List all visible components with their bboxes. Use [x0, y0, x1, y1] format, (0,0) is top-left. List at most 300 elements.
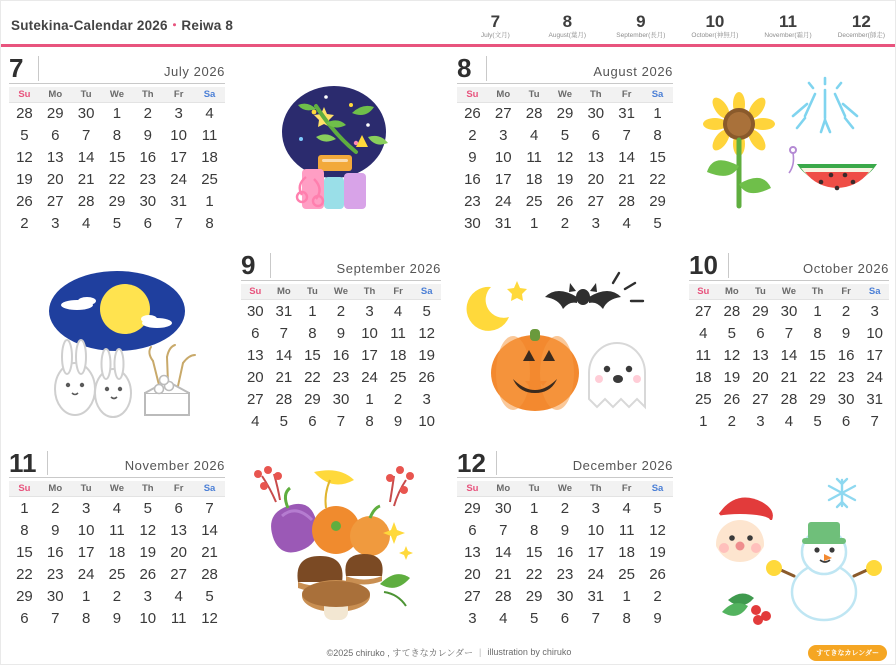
day-cell-outside: 1 [205, 193, 214, 211]
day-cell-outside: 5 [653, 215, 662, 233]
day-cell[interactable]: 20 [464, 565, 481, 583]
day-cell[interactable]: 22 [304, 368, 321, 386]
week-row [689, 388, 889, 410]
day-cell[interactable]: 13 [752, 346, 769, 364]
weekday-tu: Tu [519, 87, 550, 103]
month-nav-item-12[interactable] [838, 13, 885, 40]
weekday-th: Th [132, 481, 163, 497]
week-row [457, 519, 673, 541]
day-cell-outside: 30 [246, 302, 264, 320]
day-cell[interactable]: 26 [139, 565, 157, 583]
day-cell[interactable]: 25 [618, 565, 635, 583]
day-cell[interactable]: 18 [525, 171, 543, 189]
day-cell[interactable]: 27 [464, 587, 481, 605]
day-cell[interactable]: 2 [841, 302, 851, 320]
weekday-sa: Sa [194, 87, 225, 103]
day-cell[interactable]: 8 [112, 127, 122, 145]
day-cell[interactable]: 24 [170, 171, 187, 189]
day-cell[interactable]: 8 [653, 127, 662, 145]
day-cell[interactable]: 20 [587, 171, 605, 189]
day-cell[interactable]: 21 [275, 368, 293, 386]
weekday-tu: Tu [298, 284, 327, 300]
week-row [457, 102, 673, 125]
day-cell[interactable]: 21 [77, 171, 95, 189]
day-cell[interactable]: 22 [649, 171, 666, 189]
day-cell[interactable]: 23 [139, 171, 157, 189]
weekday-we: We [550, 481, 581, 497]
day-cell[interactable]: 30 [837, 390, 855, 408]
day-cell[interactable]: 7 [784, 324, 794, 342]
month-header [457, 53, 673, 84]
day-cell[interactable]: 31 [866, 390, 884, 408]
day-cell[interactable]: 25 [201, 171, 218, 189]
month-nav-number: 7 [490, 12, 501, 32]
day-cell[interactable]: 8 [20, 521, 29, 539]
weekday-fr: Fr [163, 481, 194, 497]
day-cell[interactable]: 28 [780, 390, 798, 408]
day-cell[interactable]: 13 [46, 149, 64, 167]
month-header [9, 447, 225, 479]
illustration-christmas [681, 445, 896, 642]
day-cell[interactable]: 31 [587, 587, 605, 605]
day-cell[interactable]: 14 [201, 521, 218, 539]
weekday-we: We [550, 87, 581, 103]
day-cell[interactable]: 3 [591, 499, 600, 517]
day-cell[interactable]: 6 [468, 521, 477, 539]
day-cell[interactable]: 23 [46, 565, 64, 583]
day-cell[interactable]: 12 [418, 324, 436, 342]
day-cell[interactable]: 28 [275, 390, 293, 408]
day-cell-outside: 1 [81, 587, 91, 605]
day-cell[interactable]: 16 [556, 543, 574, 561]
day-cell[interactable]: 9 [336, 324, 346, 342]
day-cell[interactable]: 19 [418, 346, 436, 364]
day-cell[interactable]: 8 [813, 324, 822, 342]
holly-icon [722, 593, 771, 625]
day-cell-outside: 1 [699, 412, 708, 430]
month-table-september [241, 284, 441, 432]
day-cell[interactable]: 6 [251, 324, 260, 342]
day-cell-outside: 26 [464, 105, 481, 123]
day-cell[interactable]: 26 [16, 193, 33, 211]
day-cell[interactable]: 9 [560, 521, 570, 539]
day-cell[interactable]: 27 [246, 390, 264, 408]
day-cell[interactable]: 12 [16, 149, 33, 167]
week-row [9, 169, 225, 191]
day-cell[interactable]: 12 [139, 521, 157, 539]
day-cell-outside: 4 [174, 587, 183, 605]
day-cell[interactable]: 1 [653, 105, 662, 123]
day-cell[interactable]: 29 [809, 390, 826, 408]
day-cell[interactable]: 23 [556, 565, 574, 583]
day-cell[interactable]: 3 [365, 302, 374, 320]
weekday-fr: Fr [611, 481, 642, 497]
day-cell[interactable]: 13 [170, 521, 187, 539]
month-title: August 2026 [593, 63, 673, 79]
day-cell[interactable]: 18 [201, 149, 218, 167]
day-cell-outside: 2 [653, 587, 662, 605]
day-cell[interactable]: 17 [170, 149, 187, 167]
day-cell-outside: 6 [308, 412, 317, 430]
day-cell[interactable]: 7 [279, 324, 289, 342]
day-cell[interactable]: 27 [587, 193, 605, 211]
week-row [457, 169, 673, 191]
day-cell[interactable]: 3 [81, 499, 91, 517]
month-title: October 2026 [803, 261, 889, 277]
day-cell[interactable]: 7 [499, 521, 508, 539]
day-cell[interactable]: 6 [756, 324, 765, 342]
day-cell[interactable]: 14 [275, 346, 293, 364]
day-cell[interactable]: 15 [16, 543, 33, 561]
weekday-fr: Fr [384, 284, 413, 300]
day-cell[interactable]: 29 [525, 587, 543, 605]
month-nav-item-11[interactable] [764, 13, 811, 40]
week-row [9, 607, 225, 629]
day-cell[interactable]: 30 [556, 587, 574, 605]
day-cell-outside: 8 [205, 215, 214, 233]
weekday-row [241, 284, 441, 300]
day-cell[interactable]: 4 [112, 499, 122, 517]
day-cell-outside: 31 [275, 302, 293, 320]
month-nav-number: 10 [705, 12, 725, 32]
day-cell[interactable]: 22 [525, 565, 543, 583]
day-cell[interactable]: 31 [494, 215, 512, 233]
day-cell[interactable]: 20 [752, 368, 769, 386]
month-nav-number: 8 [562, 12, 573, 32]
day-cell[interactable]: 11 [109, 521, 125, 539]
day-cell[interactable]: 21 [780, 368, 798, 386]
weekday-mo: Mo [40, 87, 71, 103]
day-cell[interactable]: 14 [780, 346, 798, 364]
day-cell[interactable]: 14 [494, 543, 512, 561]
mushroom-icon [302, 580, 370, 620]
day-cell[interactable]: 23 [837, 368, 855, 386]
autumn-harvest-chestnut-mushroom-icon [244, 464, 439, 629]
weekday-mo: Mo [40, 481, 71, 497]
day-cell[interactable]: 10 [77, 521, 95, 539]
snowflake-icon [829, 479, 855, 507]
day-cell[interactable]: 24 [361, 368, 378, 386]
day-cell[interactable]: 11 [695, 346, 712, 364]
month-nav-item-10[interactable] [691, 13, 738, 40]
day-cell-outside: 7 [51, 609, 60, 627]
day-cell-outside: 30 [587, 105, 605, 123]
day-cell[interactable]: 10 [866, 324, 884, 342]
day-cell[interactable]: 13 [464, 543, 481, 561]
day-cell[interactable]: 19 [723, 368, 741, 386]
day-cell[interactable]: 22 [16, 565, 33, 583]
day-cell[interactable]: 20 [46, 171, 64, 189]
day-cell-outside: 12 [201, 609, 218, 627]
day-cell[interactable]: 11 [201, 127, 218, 145]
day-cell[interactable]: 19 [139, 543, 157, 561]
day-cell[interactable]: 3 [174, 105, 183, 123]
day-cell[interactable]: 19 [649, 543, 666, 561]
day-cell[interactable]: 11 [390, 324, 406, 342]
day-cell[interactable]: 5 [727, 324, 737, 342]
day-cell[interactable]: 12 [723, 346, 741, 364]
day-cell[interactable]: 3 [499, 127, 508, 145]
week-row [689, 410, 889, 432]
day-cell-outside: 3 [143, 587, 152, 605]
day-cell[interactable]: 26 [649, 565, 666, 583]
week-row [9, 541, 225, 563]
day-cell[interactable]: 3 [870, 302, 879, 320]
weekday-row [457, 481, 673, 497]
site-logo-badge[interactable]: すてきなカレンダー [808, 645, 887, 661]
weekday-mo: Mo [488, 481, 519, 497]
month-nav-item-7[interactable] [472, 13, 518, 40]
santa-snowman-icon [692, 464, 887, 629]
weekday-tu: Tu [71, 87, 102, 103]
month-nav[interactable] [472, 13, 885, 44]
day-cell[interactable]: 17 [587, 543, 605, 561]
day-cell[interactable]: 22 [809, 368, 826, 386]
day-cell[interactable]: 15 [108, 149, 126, 167]
illustration-halloween [449, 247, 681, 444]
weekday-sa: Sa [860, 284, 889, 300]
month-table-november [9, 481, 225, 629]
day-cell[interactable]: 28 [494, 587, 512, 605]
day-cell[interactable]: 18 [694, 368, 712, 386]
month-nav-caption: December(師走) [837, 32, 885, 40]
day-cell-outside: 29 [46, 105, 64, 123]
day-cell[interactable]: 9 [468, 149, 477, 167]
day-cell[interactable]: 21 [494, 565, 512, 583]
day-cell[interactable]: 18 [389, 346, 407, 364]
month-title: December 2026 [572, 458, 673, 474]
day-cell-outside: 27 [694, 302, 712, 320]
day-cell[interactable]: 1 [529, 499, 539, 517]
chestnut-right [345, 554, 382, 585]
day-cell[interactable]: 2 [143, 105, 152, 123]
day-cell[interactable]: 18 [108, 543, 126, 561]
day-cell[interactable]: 22 [108, 171, 126, 189]
day-cell[interactable]: 30 [46, 587, 64, 605]
day-cell[interactable]: 15 [649, 149, 666, 167]
day-cell[interactable]: 25 [108, 565, 126, 583]
day-cell[interactable]: 4 [393, 302, 403, 320]
week-row [457, 213, 673, 235]
day-cell[interactable]: 12 [649, 521, 666, 539]
week-row [689, 322, 889, 344]
day-cell[interactable]: 29 [649, 193, 666, 211]
day-cell[interactable]: 27 [170, 565, 187, 583]
day-cell[interactable]: 24 [77, 565, 95, 583]
day-cell[interactable]: 11 [618, 521, 635, 539]
day-cell[interactable]: 27 [46, 193, 64, 211]
day-cell-outside: 5 [205, 587, 214, 605]
day-cell[interactable]: 9 [143, 127, 152, 145]
day-cell[interactable]: 25 [525, 193, 543, 211]
week-row [241, 322, 441, 344]
day-cell[interactable]: 23 [464, 193, 481, 211]
day-cell[interactable]: 26 [556, 193, 574, 211]
weekday-th: Th [580, 87, 611, 103]
day-cell-outside: 7 [591, 609, 600, 627]
week-row [9, 563, 225, 585]
day-cell-outside: 28 [525, 105, 543, 123]
day-cell[interactable]: 13 [587, 149, 605, 167]
weekday-su: Su [9, 87, 40, 103]
day-cell[interactable]: 1 [20, 499, 29, 517]
day-cell[interactable]: 23 [332, 368, 350, 386]
day-cell-outside: 27 [494, 105, 512, 123]
weekday-tu: Tu [71, 481, 102, 497]
day-cell[interactable]: 14 [77, 149, 95, 167]
month-nav-item-8[interactable] [544, 13, 590, 40]
weekday-we: We [775, 284, 804, 300]
day-cell[interactable]: 10 [361, 324, 378, 342]
day-cell[interactable]: 5 [20, 127, 29, 145]
day-cell[interactable]: 5 [560, 127, 570, 145]
day-cell[interactable]: 9 [51, 521, 60, 539]
day-cell[interactable]: 2 [336, 302, 346, 320]
day-cell-outside: 4 [784, 412, 794, 430]
weekday-su: Su [457, 87, 488, 103]
day-cell[interactable]: 10 [587, 521, 605, 539]
day-cell[interactable]: 25 [389, 368, 407, 386]
day-cell[interactable]: 29 [16, 587, 33, 605]
day-cell[interactable]: 28 [77, 193, 95, 211]
day-cell[interactable]: 18 [618, 543, 635, 561]
day-cell[interactable]: 30 [332, 390, 350, 408]
day-cell[interactable]: 21 [618, 171, 635, 189]
day-cell[interactable]: 7 [81, 127, 91, 145]
day-cell[interactable]: 9 [841, 324, 851, 342]
day-cell[interactable]: 27 [752, 390, 769, 408]
day-cell[interactable]: 26 [723, 390, 741, 408]
day-cell[interactable]: 2 [51, 499, 60, 517]
day-cell[interactable]: 4 [529, 127, 539, 145]
day-cell[interactable]: 30 [139, 193, 157, 211]
day-cell[interactable]: 14 [618, 149, 635, 167]
day-cell-outside: 3 [422, 390, 431, 408]
day-cell-outside: 6 [560, 609, 570, 627]
week-row [9, 497, 225, 520]
month-header [241, 250, 441, 281]
day-cell[interactable]: 11 [526, 149, 542, 167]
weekday-th: Th [580, 481, 611, 497]
day-cell[interactable]: 1 [112, 105, 122, 123]
day-cell[interactable]: 17 [361, 346, 378, 364]
day-cell[interactable]: 15 [304, 346, 321, 364]
week-row [457, 191, 673, 213]
copyright-text: ©2025 chiruko , すてきなカレンダー [326, 647, 473, 658]
day-cell[interactable]: 10 [494, 149, 512, 167]
day-cell[interactable]: 20 [170, 543, 187, 561]
day-cell[interactable]: 16 [139, 149, 157, 167]
month-nav-caption: August(葉月) [548, 32, 587, 40]
day-cell[interactable]: 28 [618, 193, 635, 211]
day-cell[interactable]: 17 [494, 171, 512, 189]
day-cell-outside: 3 [51, 215, 60, 233]
weekday-mo: Mo [488, 87, 519, 103]
day-cell[interactable]: 16 [46, 543, 64, 561]
day-cell[interactable]: 17 [77, 543, 95, 561]
day-cell[interactable]: 10 [170, 127, 187, 145]
day-cell[interactable]: 5 [653, 499, 662, 517]
day-cell[interactable]: 29 [304, 390, 321, 408]
day-cell[interactable]: 4 [699, 324, 708, 342]
day-cell-outside: 6 [841, 412, 851, 430]
day-cell[interactable]: 6 [51, 127, 60, 145]
day-cell[interactable]: 1 [308, 302, 317, 320]
week-row [9, 125, 225, 147]
month-body [457, 102, 673, 235]
month-body [689, 300, 889, 433]
day-cell[interactable]: 5 [143, 499, 152, 517]
day-cell[interactable]: 15 [809, 346, 826, 364]
day-cell[interactable]: 17 [866, 346, 884, 364]
day-cell[interactable]: 16 [464, 171, 481, 189]
day-cell[interactable]: 7 [205, 499, 214, 517]
day-cell[interactable]: 15 [525, 543, 543, 561]
weekday-th: Th [355, 284, 384, 300]
day-cell[interactable]: 28 [201, 565, 218, 583]
day-cell[interactable]: 20 [246, 368, 264, 386]
page-header [1, 1, 895, 47]
month-nav-item-9[interactable] [616, 13, 665, 40]
day-cell[interactable]: 12 [556, 149, 574, 167]
week-row [9, 147, 225, 169]
day-cell[interactable]: 31 [170, 193, 187, 211]
day-cell[interactable]: 13 [246, 346, 264, 364]
day-cell[interactable]: 26 [418, 368, 436, 386]
credit-text: illustration by chiruko [487, 647, 572, 657]
day-cell[interactable]: 4 [205, 105, 214, 123]
weekday-row [689, 284, 889, 300]
week-row [9, 585, 225, 607]
day-cell[interactable]: 24 [866, 368, 884, 386]
day-cell[interactable]: 2 [560, 499, 570, 517]
day-cell[interactable]: 21 [201, 543, 218, 561]
day-cell-outside: 28 [16, 105, 33, 123]
day-cell[interactable]: 1 [813, 302, 822, 320]
day-cell[interactable]: 8 [308, 324, 317, 342]
day-cell-outside: 29 [556, 105, 574, 123]
day-cell-outside: 10 [418, 412, 436, 430]
day-cell[interactable]: 29 [108, 193, 126, 211]
day-cell[interactable]: 5 [422, 302, 431, 320]
month-cell-august [449, 50, 681, 247]
day-cell[interactable]: 24 [494, 193, 512, 211]
day-cell[interactable]: 7 [622, 127, 631, 145]
month-cell-july [1, 50, 233, 247]
month-title: November 2026 [124, 458, 225, 474]
day-cell[interactable]: 24 [587, 565, 605, 583]
day-cell[interactable]: 16 [332, 346, 350, 364]
day-cell[interactable]: 8 [529, 521, 539, 539]
day-cell[interactable]: 19 [556, 171, 574, 189]
day-cell-outside: 4 [499, 609, 508, 627]
day-cell[interactable]: 30 [464, 215, 481, 233]
month-number: 9 [241, 253, 271, 278]
day-cell[interactable]: 16 [837, 346, 855, 364]
day-cell[interactable]: 4 [622, 499, 631, 517]
footer-separator: | [478, 647, 482, 657]
month-nav-number: 12 [851, 12, 871, 32]
day-cell[interactable]: 25 [694, 390, 712, 408]
rabbit-right [95, 349, 131, 417]
month-number: 10 [689, 253, 729, 278]
day-cell-outside: 30 [77, 105, 95, 123]
day-cell-outside: 6 [20, 609, 29, 627]
day-cell[interactable]: 19 [16, 171, 33, 189]
day-cell[interactable]: 6 [174, 499, 183, 517]
day-cell[interactable]: 6 [591, 127, 600, 145]
day-cell[interactable]: 2 [468, 127, 477, 145]
